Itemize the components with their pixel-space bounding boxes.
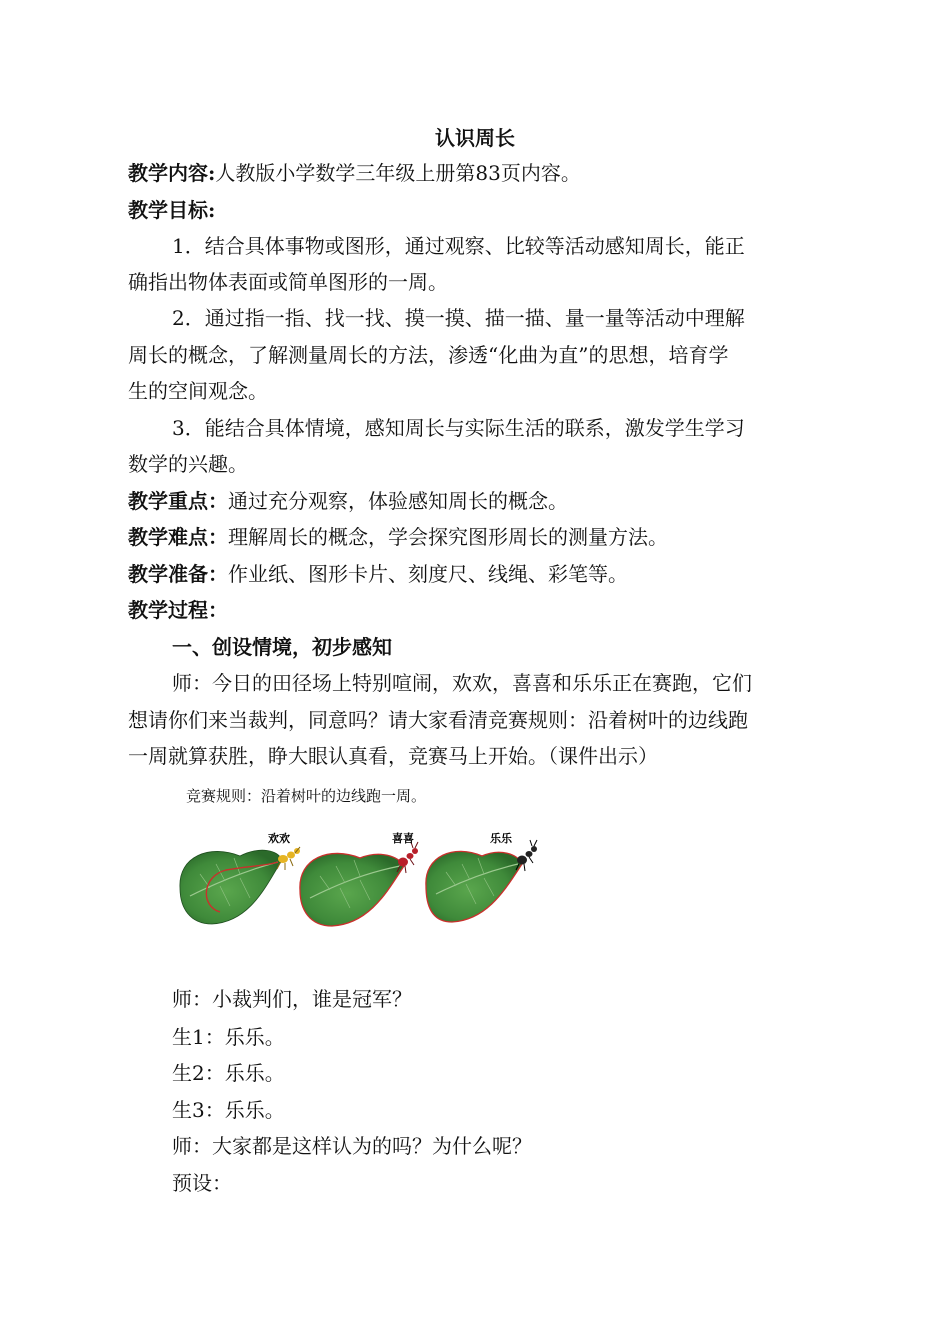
difficulty-label: 教学难点： bbox=[128, 525, 228, 549]
dialogue-line-2: 生1：乐乐。 bbox=[172, 1025, 285, 1049]
leaf-2 bbox=[300, 831, 418, 926]
dialogue-line-4: 生3：乐乐。 bbox=[172, 1098, 285, 1122]
difficulty-line bbox=[128, 524, 828, 550]
key-point-line bbox=[128, 488, 828, 514]
objectives-label bbox=[128, 197, 828, 223]
objective-2-line-1: 2．通过指一指、找一找、摸一摸、描一描、量一量等活动中理解 bbox=[172, 306, 745, 330]
dialogue-line-5: 师：大家都是这样认为的吗？为什么呢？ bbox=[172, 1134, 532, 1158]
objective-2-line-2: 周长的概念，了解测量周长的方法，渗透“化曲为直”的思想，培育学 bbox=[128, 343, 729, 367]
teacher-intro-line-2: 想请你们来当裁判，同意吗？请大家看清竞赛规则：沿着树叶的边线跑 bbox=[128, 708, 748, 732]
difficulty-text: 理解周长的概念，学会探究图形周长的测量方法。 bbox=[228, 525, 668, 549]
objective-2-line-3: 生的空间观念。 bbox=[128, 379, 268, 403]
process-label: 教学过程： bbox=[128, 598, 228, 622]
runner-name-huanhuan: 欢欢 bbox=[268, 832, 290, 845]
runner-name-lele: 乐乐 bbox=[490, 832, 512, 845]
runner-name-xixi: 喜喜 bbox=[392, 832, 414, 845]
preparation-label: 教学准备： bbox=[128, 562, 228, 586]
objective-1-line-2: 确指出物体表面或简单图形的一周。 bbox=[128, 270, 448, 294]
process-line bbox=[128, 597, 828, 623]
dialogue-line-6: 预设： bbox=[172, 1171, 232, 1195]
objective-3-line-1: 3．能结合具体情境，感知周长与实际生活的联系，激发学生学习 bbox=[172, 416, 745, 440]
teacher-intro-line-1: 师：今日的田径场上特别喧闹，欢欢，喜喜和乐乐正在赛跑，它们 bbox=[172, 671, 752, 695]
dialogue-line-1: 师：小裁判们，谁是冠军？ bbox=[172, 987, 412, 1011]
document-title: 认识周长 bbox=[435, 126, 515, 150]
preparation-line bbox=[128, 561, 828, 587]
objectives-label-text: 教学目标: bbox=[128, 198, 216, 222]
leaf-race-illustration bbox=[170, 826, 550, 938]
key-point-text: 通过充分观察，体验感知周长的概念。 bbox=[228, 489, 568, 513]
content-line bbox=[128, 160, 828, 186]
key-point-label: 教学重点： bbox=[128, 489, 228, 513]
content-text: 人教版小学数学三年级上册第83页内容。 bbox=[215, 161, 581, 185]
objective-1-line-1: 1．结合具体事物或图形，通过观察、比较等活动感知周长，能正 bbox=[172, 234, 745, 258]
dialogue-line-3: 生2：乐乐。 bbox=[172, 1061, 285, 1085]
content-label: 教学内容: bbox=[128, 161, 216, 185]
leaf-1 bbox=[180, 831, 300, 924]
section-1-heading: 一、创设情境，初步感知 bbox=[172, 635, 392, 659]
teacher-intro-line-3: 一周就算获胜，睁大眼认真看，竞赛马上开始。（课件出示） bbox=[128, 744, 658, 768]
huanhuan-ant-icon bbox=[277, 847, 300, 870]
figure-caption: 竞赛规则：沿着树叶的边线跑一周。 bbox=[186, 787, 427, 805]
objective-3-line-2: 数学的兴趣。 bbox=[128, 452, 248, 476]
preparation-text: 作业纸、图形卡片、刻度尺、线绳、彩笔等。 bbox=[228, 562, 628, 586]
leaf-3 bbox=[426, 831, 537, 922]
